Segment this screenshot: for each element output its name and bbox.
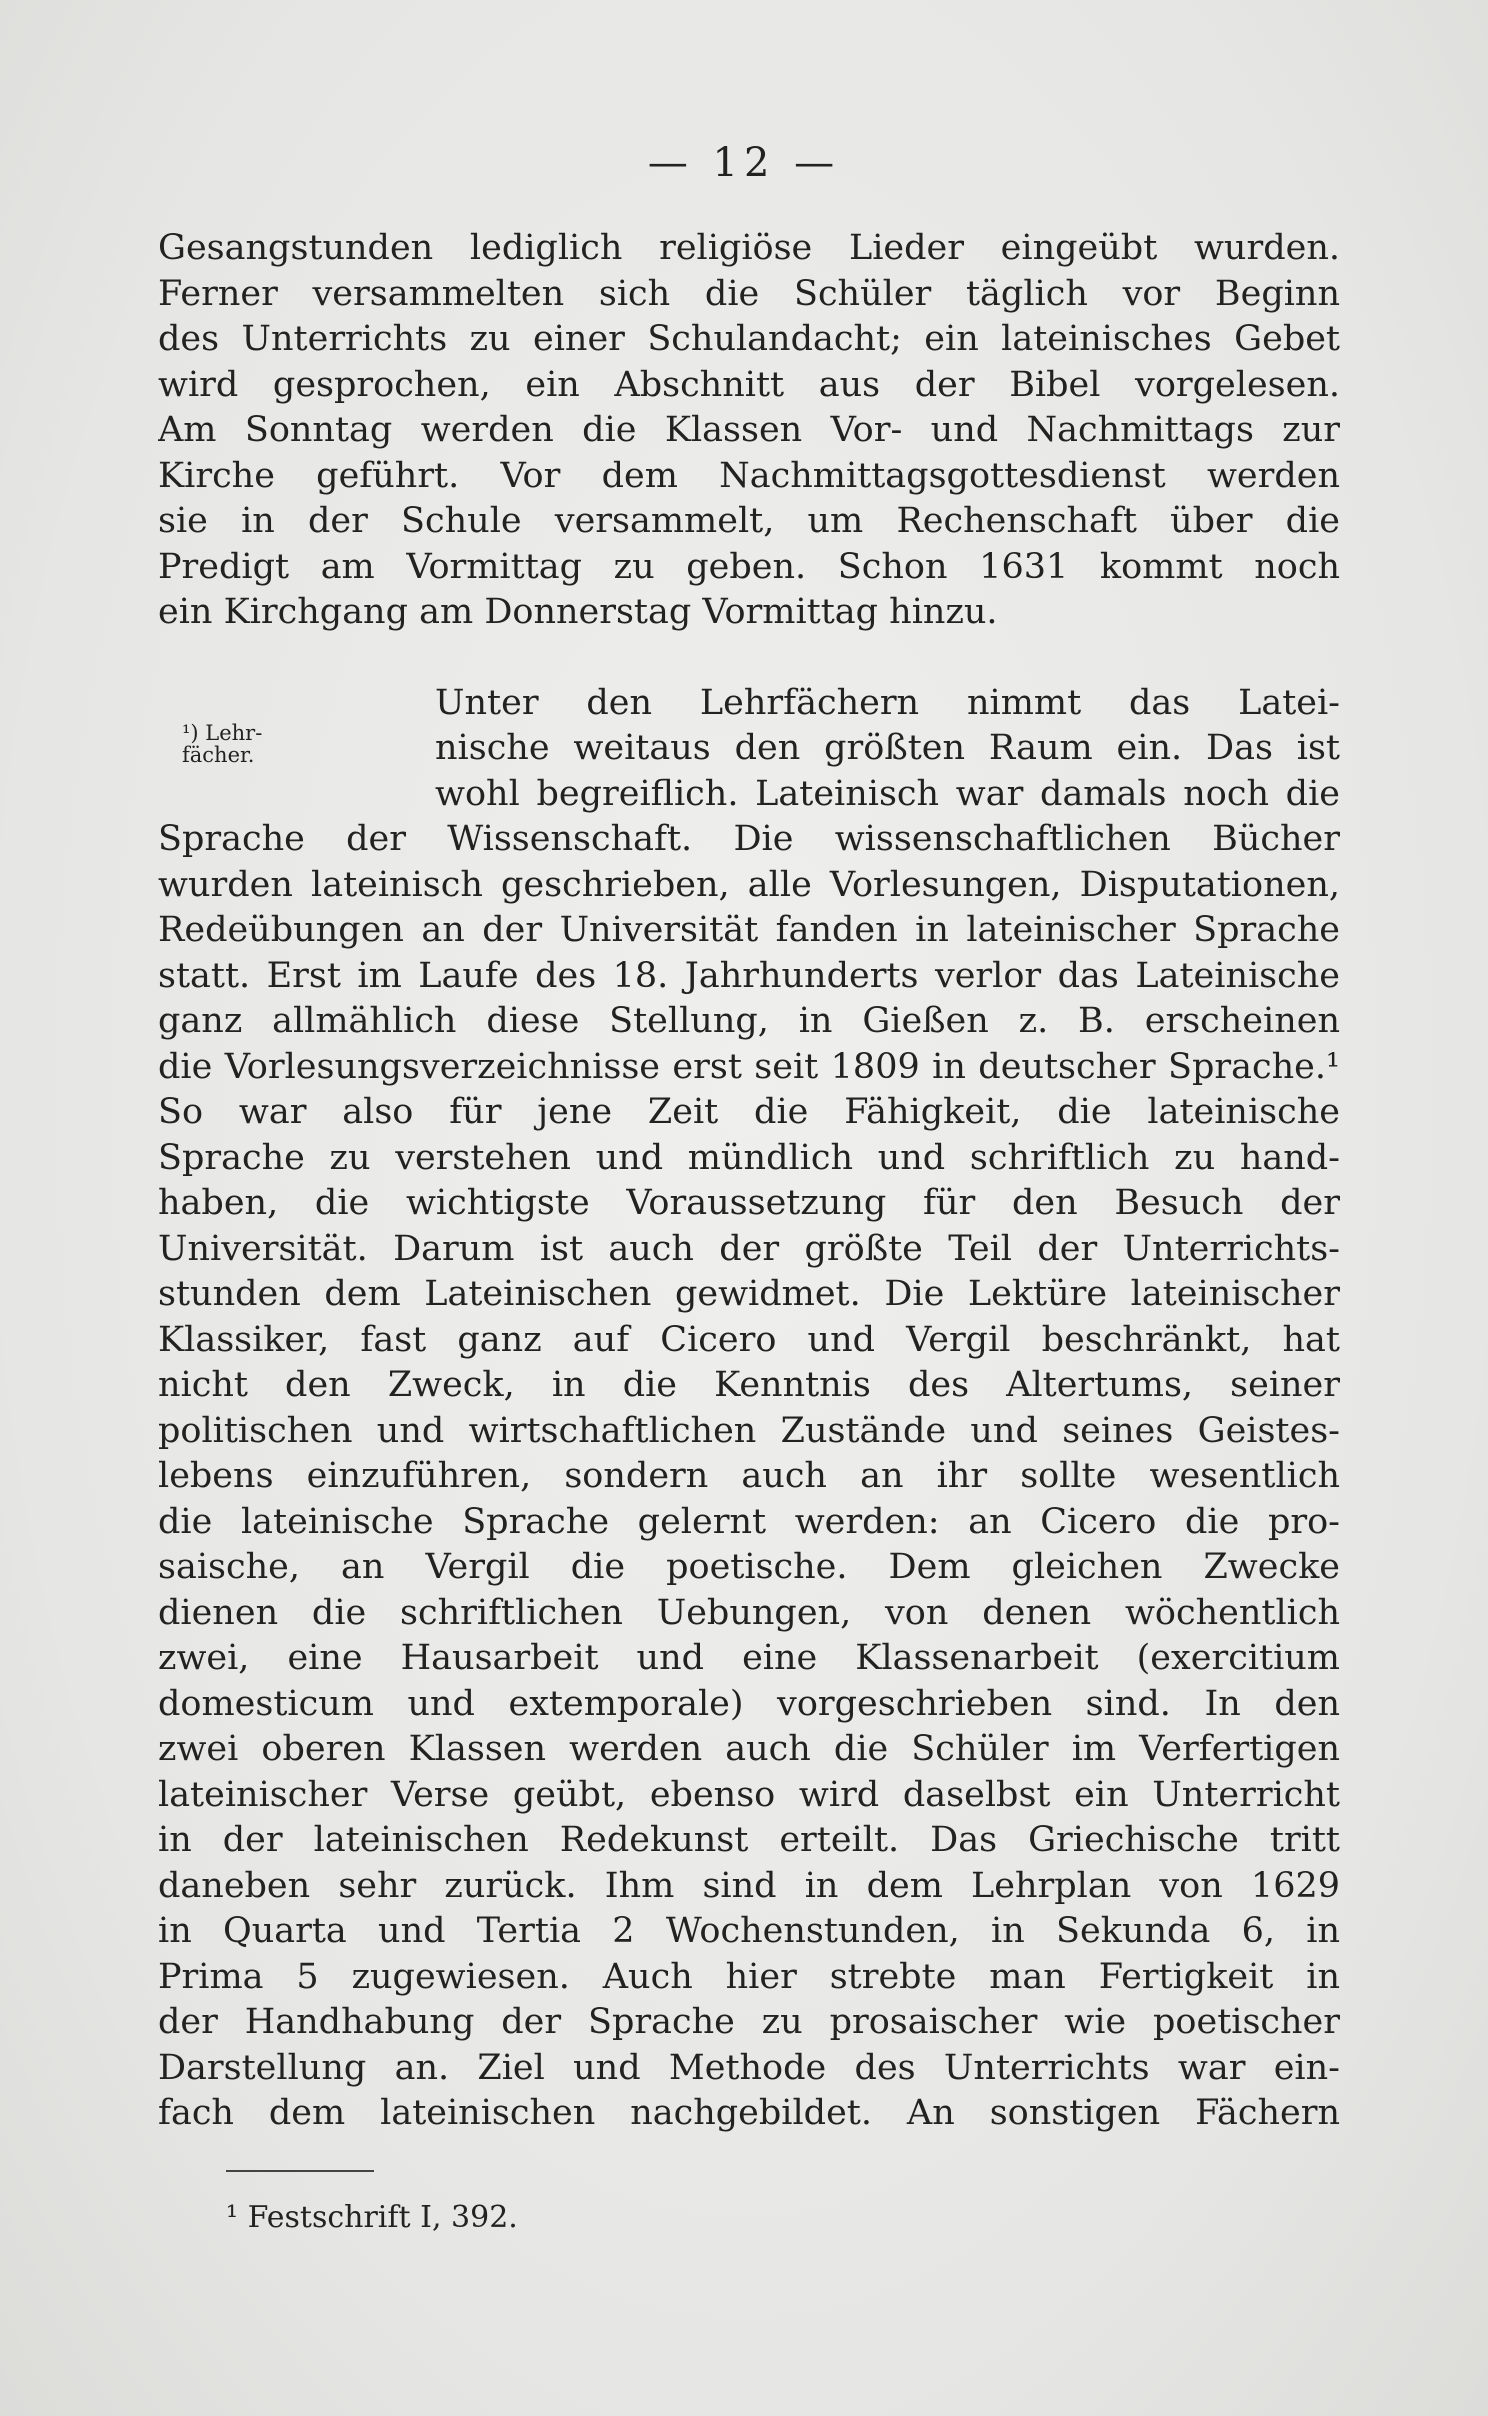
- text-line: fach dem lateinischen nachgebildet. An sonstigen Fächern: [158, 2093, 1340, 2133]
- text-line: wohl begreiflich. Lateinisch war damals noch die: [435, 773, 1340, 814]
- paragraph-worship: [158, 226, 1340, 636]
- text-line: sie in der Schule versammelt, um Rechenschaft über die: [158, 501, 1340, 541]
- text-line: zwei oberen Klassen werden auch die Schüler im Verfertigen: [158, 1729, 1340, 1769]
- text-line: domesticum und extemporale) vorgeschrieben sind. In den: [158, 1683, 1340, 1724]
- footnote: ¹ Festschrift I, 392.: [226, 2200, 518, 2235]
- paragraph-subjects-intro: [158, 636, 1340, 818]
- footnote-rule: [226, 2170, 374, 2172]
- text-line: wird gesprochen, ein Abschnitt aus der Bibel vorgelesen.: [158, 364, 1340, 405]
- text-line: Darstellung an. Ziel und Methode des Unterrichts war ein-: [158, 2047, 1340, 2088]
- text-line: in Quarta und Tertia 2 Wochenstunden, in Sekunda 6, in: [158, 1911, 1340, 1951]
- text-line: Predigt am Vormittag zu geben. Schon 1631 kommt noch: [158, 546, 1340, 587]
- body-text: [158, 226, 1340, 2137]
- text-line: die Vorlesungsverzeichnisse erst seit 1809 in deutscher Sprache.¹: [158, 1046, 1340, 1087]
- text-line: Unter den Lehrfächern nimmt das Latei-: [435, 682, 1340, 723]
- text-line: Klassiker, fast ganz auf Cicero und Vergil beschränkt, hat: [158, 1319, 1340, 1360]
- text-line: stunden dem Lateinischen gewidmet. Die Lektüre lateinischer: [158, 1274, 1340, 1314]
- text-line: saische, an Vergil die poetische. Dem gleichen Zwecke: [158, 1547, 1340, 1587]
- text-line: So war also für jene Zeit die Fähigkeit, die lateinische: [158, 1092, 1340, 1132]
- text-line: Sprache zu verstehen und mündlich und schriftlich zu hand-: [158, 1137, 1340, 1178]
- text-line: ganz allmählich diese Stellung, in Gießen z. B. erscheinen: [158, 1001, 1340, 1041]
- text-line: lateinischer Verse geübt, ebenso wird daselbst ein Unterricht: [158, 1774, 1340, 1815]
- text-line: wurden lateinisch geschrieben, alle Vorlesungen, Disputationen,: [158, 864, 1340, 905]
- text-line: Universität. Darum ist auch der größte Teil der Unterrichts-: [158, 1228, 1340, 1269]
- text-line: nische weitaus den größten Raum ein. Das ist: [435, 728, 1340, 768]
- text-line: Redeübungen an der Universität fanden in lateinischer Sprache: [158, 910, 1340, 950]
- page-number: — 12 —: [647, 140, 841, 186]
- text-line: Kirche geführt. Vor dem Nachmittagsgottesdienst werden: [158, 455, 1340, 496]
- margin-note-text: ¹) Lehr- fächer.: [182, 721, 263, 767]
- text-line: in der lateinischen Redekunst erteilt. Das Griechische tritt: [158, 1820, 1340, 1860]
- text-line: haben, die wichtigste Voraussetzung für den Besuch der: [158, 1183, 1340, 1223]
- text-line: Ferner versammelten sich die Schüler täglich vor Beginn: [158, 273, 1340, 314]
- text-line: des Unterrichts zu einer Schulandacht; ein lateinisches Gebet: [158, 319, 1340, 359]
- text-line: dienen die schriftlichen Uebungen, von denen wöchentlich: [158, 1592, 1340, 1633]
- text-line: zwei, eine Hausarbeit und eine Klassenarbeit (exercitium: [158, 1638, 1340, 1678]
- text-line: lebens einzuführen, sondern auch an ihr sollte wesentlich: [158, 1456, 1340, 1496]
- text-line: Sprache der Wissenschaft. Die wissenschaftlichen Bücher: [158, 819, 1340, 859]
- text-line: politischen und wirtschaftlichen Zustände und seines Geistes-: [158, 1410, 1340, 1451]
- text-line: Gesangstunden lediglich religiöse Lieder eingeübt wurden.: [158, 228, 1340, 268]
- paragraph-latin: [158, 817, 1340, 2137]
- text-line: Am Sonntag werden die Klassen Vor- und Nachmittags zur: [158, 410, 1340, 450]
- paragraph-gap: [158, 636, 1340, 681]
- text-line: Prima 5 zugewiesen. Auch hier strebte man Fertigkeit in: [158, 1956, 1340, 1997]
- text-line: daneben sehr zurück. Ihm sind in dem Lehrplan von 1629: [158, 1865, 1340, 1906]
- text-line: ein Kirchgang am Donnerstag Vormittag hinzu.: [158, 592, 998, 632]
- text-line: die lateinische Sprache gelernt werden: an Cicero die pro-: [158, 1501, 1340, 1542]
- text-line: nicht den Zweck, in die Kenntnis des Altertums, seiner: [158, 1365, 1340, 1405]
- text-line: der Handhabung der Sprache zu prosaischer wie poetischer: [158, 2002, 1340, 2042]
- text-line: statt. Erst im Laufe des 18. Jahrhunderts verlor das Lateinische: [158, 955, 1340, 996]
